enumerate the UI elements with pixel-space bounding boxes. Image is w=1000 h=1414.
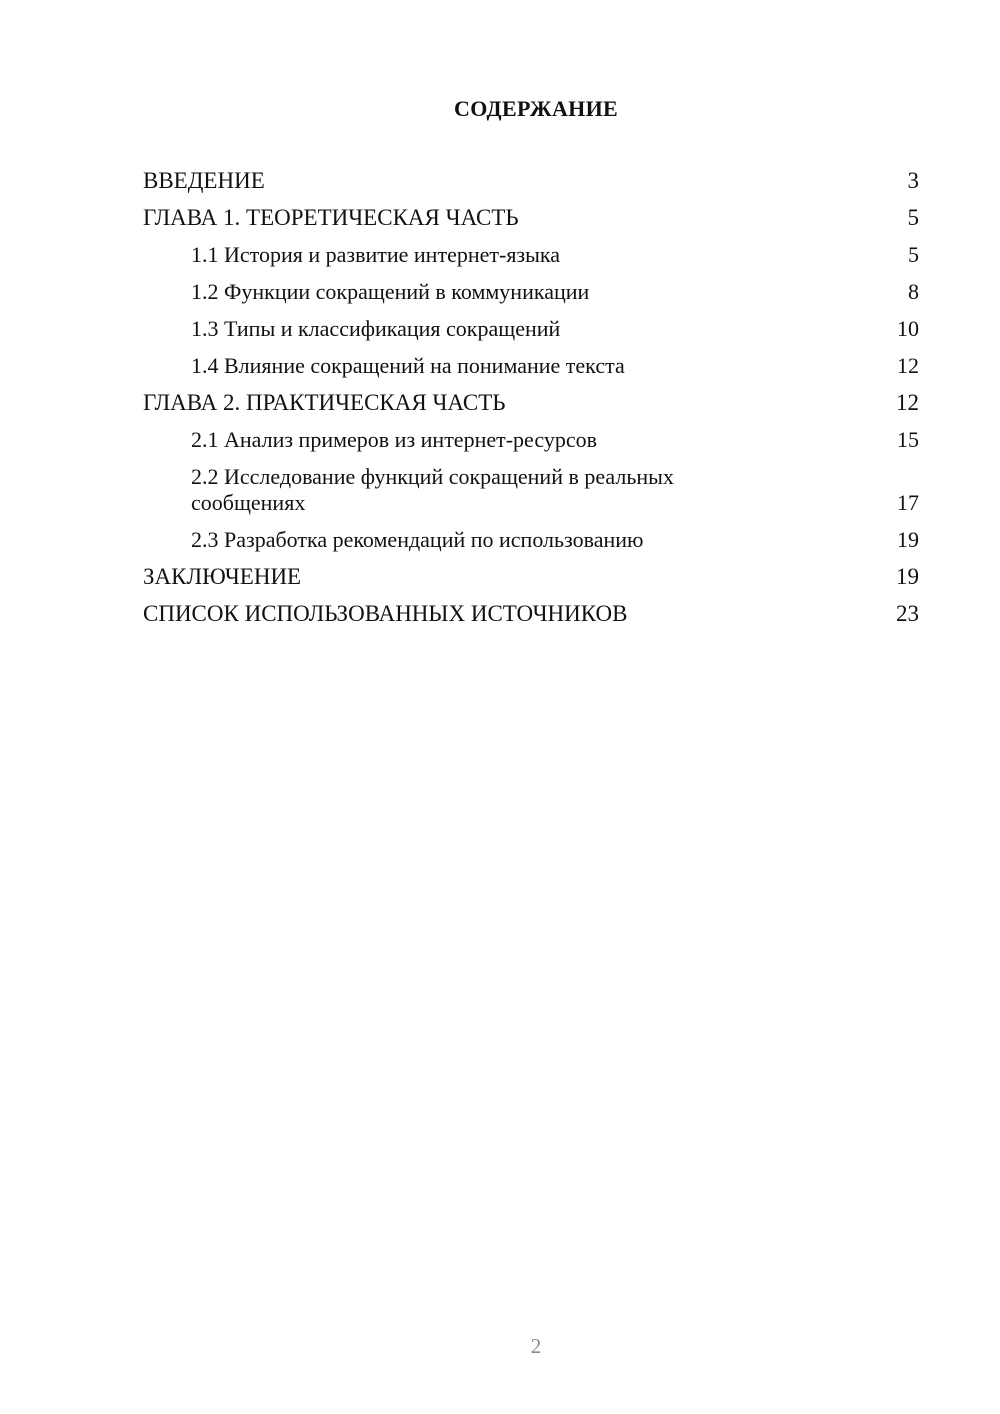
page-title: СОДЕРЖАНИЕ xyxy=(454,96,618,121)
toc-entry-label: ГЛАВА 1. ТЕОРЕТИЧЕСКАЯ ЧАСТЬ xyxy=(143,205,519,230)
toc-entry-label: 1.3 Типы и классификация сокращений xyxy=(191,316,561,341)
toc-entry-page: 5 xyxy=(908,242,919,267)
toc-entry-label: 2.2 Исследование функций сокращений в реальных сообщениях xyxy=(191,464,674,515)
toc-entry[interactable] xyxy=(143,242,919,268)
toc-entry[interactable] xyxy=(143,279,919,305)
toc-entry-page: 12 xyxy=(897,353,919,378)
toc-entry-label: 1.1 История и развитие интернет-языка xyxy=(191,242,561,267)
toc-entry-page: 3 xyxy=(907,168,919,193)
toc-entry[interactable] xyxy=(143,601,919,627)
toc-entry-page: 19 xyxy=(897,527,919,552)
toc-entry-label: ГЛАВА 2. ПРАКТИЧЕСКАЯ ЧАСТЬ xyxy=(143,390,506,415)
toc-entry-page: 8 xyxy=(908,279,919,304)
toc-entry-label: 1.4 Влияние сокращений на понимание текста xyxy=(191,353,625,378)
toc-entry[interactable] xyxy=(143,564,919,590)
toc-entry-label: 2.3 Разработка рекомендаций по использованию xyxy=(191,527,644,552)
toc-entry-page: 17 xyxy=(897,490,919,515)
toc-entry[interactable] xyxy=(143,316,919,342)
toc-entry[interactable] xyxy=(143,390,919,416)
toc-entry-page: 19 xyxy=(896,564,919,589)
page-number: 2 xyxy=(530,1334,542,1358)
toc-entry-page: 15 xyxy=(897,427,919,452)
toc-entry[interactable] xyxy=(143,527,919,553)
toc-entry[interactable] xyxy=(143,464,919,516)
toc-entry-page: 12 xyxy=(896,390,919,415)
toc-entry-page: 23 xyxy=(896,601,919,626)
toc-entry[interactable] xyxy=(143,427,919,453)
toc-entry[interactable] xyxy=(143,205,919,231)
toc-entry-page: 10 xyxy=(897,316,919,341)
toc-entry-label: 1.2 Функции сокращений в коммуникации xyxy=(191,279,590,304)
toc-entry[interactable] xyxy=(143,353,919,379)
toc-entry-label: 2.1 Анализ примеров из интернет-ресурсов xyxy=(191,427,597,452)
toc-entry-label: ЗАКЛЮЧЕНИЕ xyxy=(143,564,302,589)
table-of-contents xyxy=(143,168,919,638)
toc-entry-label: ВВЕДЕНИЕ xyxy=(143,168,265,193)
toc-entry-page: 5 xyxy=(907,205,919,230)
toc-entry[interactable] xyxy=(143,168,919,194)
toc-entry-label: СПИСОК ИСПОЛЬЗОВАННЫХ ИСТОЧНИКОВ xyxy=(143,601,628,626)
